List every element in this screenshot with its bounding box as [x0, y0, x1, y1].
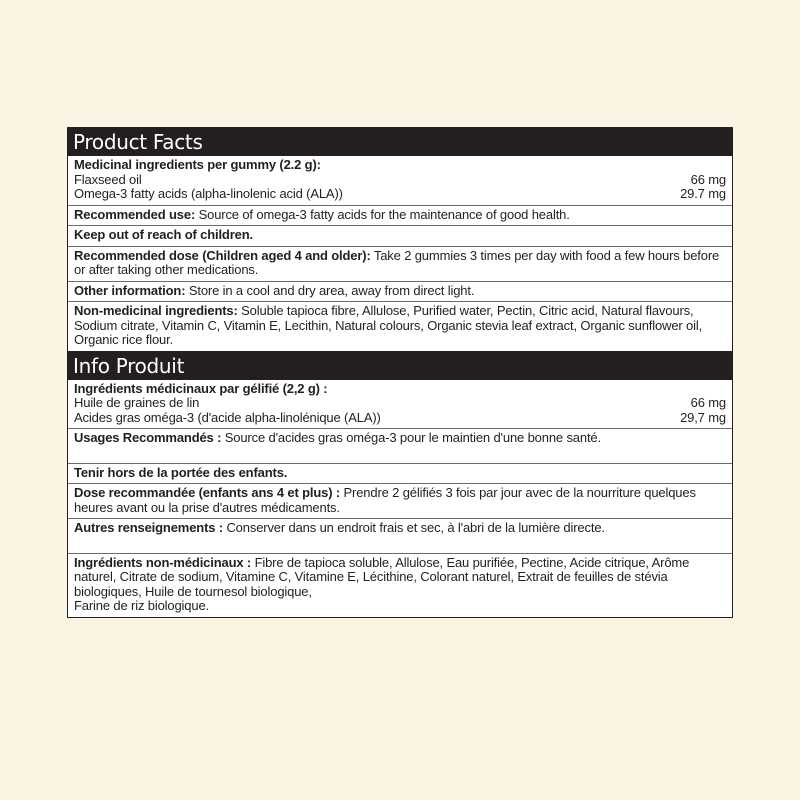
non-medicinal-ingredients-section	[68, 301, 732, 351]
medicinal-ingredients-section-fr	[68, 380, 732, 429]
ingredient-row	[74, 173, 726, 188]
recommended-dose-text: Take 2 gummies 3 times per day with food a few hours before or after taking other medications.	[74, 247, 720, 277]
recommended-use-label-fr: Usages Recommandés :	[74, 430, 222, 445]
product-facts-panel	[67, 127, 733, 618]
ingredient-amount: 29.7 mg	[680, 186, 726, 201]
ingredient-amount: 66 mg	[690, 395, 726, 410]
ingredient-amount: 66 mg	[690, 171, 726, 187]
ingredient-name: Huile de graines de lin	[74, 395, 200, 410]
recommended-use-text-fr: Source d'acides gras oméga-3 pour le maintien d'une bonne santé.	[221, 430, 601, 445]
recommended-use-section-fr	[68, 428, 732, 463]
recommended-dose-label-fr: Dose recommandée (enfants ans 4 et plus) :	[74, 485, 341, 500]
other-information-text-fr: Conserver dans un endroit frais et sec, à l'abri de la lumière directe.	[222, 520, 605, 535]
medicinal-ingredients-heading: Medicinal ingredients per gummy (2.2 g):	[74, 157, 321, 172]
other-information-text: Store in a cool and dry area, away from direct light.	[185, 282, 475, 298]
other-information-section-fr	[68, 518, 732, 553]
recommended-dose-label: Recommended dose (Children aged 4 and older):	[74, 247, 371, 263]
other-information-label-fr: Autres renseignements :	[74, 520, 223, 535]
non-medicinal-label: Non-medicinal ingredients:	[74, 303, 238, 318]
non-medicinal-text: Soluble tapioca fibre, Allulose, Purified water, Pectin, Citric acid, Natural flavours, Sodium citrate, Vitamin C, Vitamin E, Lecithin, Natural colours, Organic stevia leaf extract, Organic sunflower oil, Organic rice flour.	[74, 303, 703, 347]
ingredient-row	[74, 411, 726, 426]
recommended-use-section	[68, 205, 732, 226]
medicinal-ingredients-heading-fr: Ingrédients médicinaux par gélifié (2,2 g) :	[74, 380, 328, 396]
warning-text-fr: Tenir hors de la portée des enfants.	[74, 464, 288, 480]
ingredient-name: Acides gras oméga-3 (d'acide alpha-linolénique (ALA))	[74, 409, 381, 425]
info-produit-title: Info Produit	[68, 351, 732, 380]
non-medicinal-ingredients-section-fr	[68, 553, 732, 617]
other-information-section	[68, 281, 732, 302]
ingredient-row	[74, 187, 726, 202]
warning-text: Keep out of reach of children.	[74, 227, 253, 242]
recommended-dose-text-fr: Prendre 2 gélifiés 3 fois par jour avec de la nourriture quelques heures avant ou la prise d'autres médicaments.	[74, 485, 696, 515]
ingredient-row	[74, 396, 726, 411]
recommended-dose-section-fr	[68, 483, 732, 518]
warning-section	[68, 225, 732, 246]
non-medicinal-text-fr: Fibre de tapioca soluble, Allulose, Eau purifiée, Pectine, Acide citrique, Arôme naturel, Citrate de sodium, Vitamine C, Vitamine E, Lécithine, Colorant naturel, Extrait de feuilles de stévia biologiques, Huile de tournesol biologique,	[74, 554, 690, 599]
other-information-label: Other information:	[74, 282, 186, 298]
ingredient-amount: 29,7 mg	[680, 409, 726, 425]
warning-section-fr	[68, 463, 732, 484]
product-facts-title: Product Facts	[68, 127, 732, 156]
ingredient-name: Flaxseed oil	[74, 171, 142, 187]
recommended-use-label: Recommended use:	[74, 206, 196, 222]
non-medicinal-label-fr: Ingrédients non-médicinaux :	[74, 554, 252, 570]
medicinal-ingredients-section	[68, 156, 732, 205]
recommended-use-text: Source of omega-3 fatty acids for the maintenance of good health.	[195, 206, 570, 222]
ingredient-name: Omega-3 fatty acids (alpha-linolenic acid (ALA))	[74, 186, 343, 201]
recommended-dose-section	[68, 246, 732, 281]
non-medicinal-text-fr-last-line: Farine de riz biologique.	[74, 598, 209, 613]
